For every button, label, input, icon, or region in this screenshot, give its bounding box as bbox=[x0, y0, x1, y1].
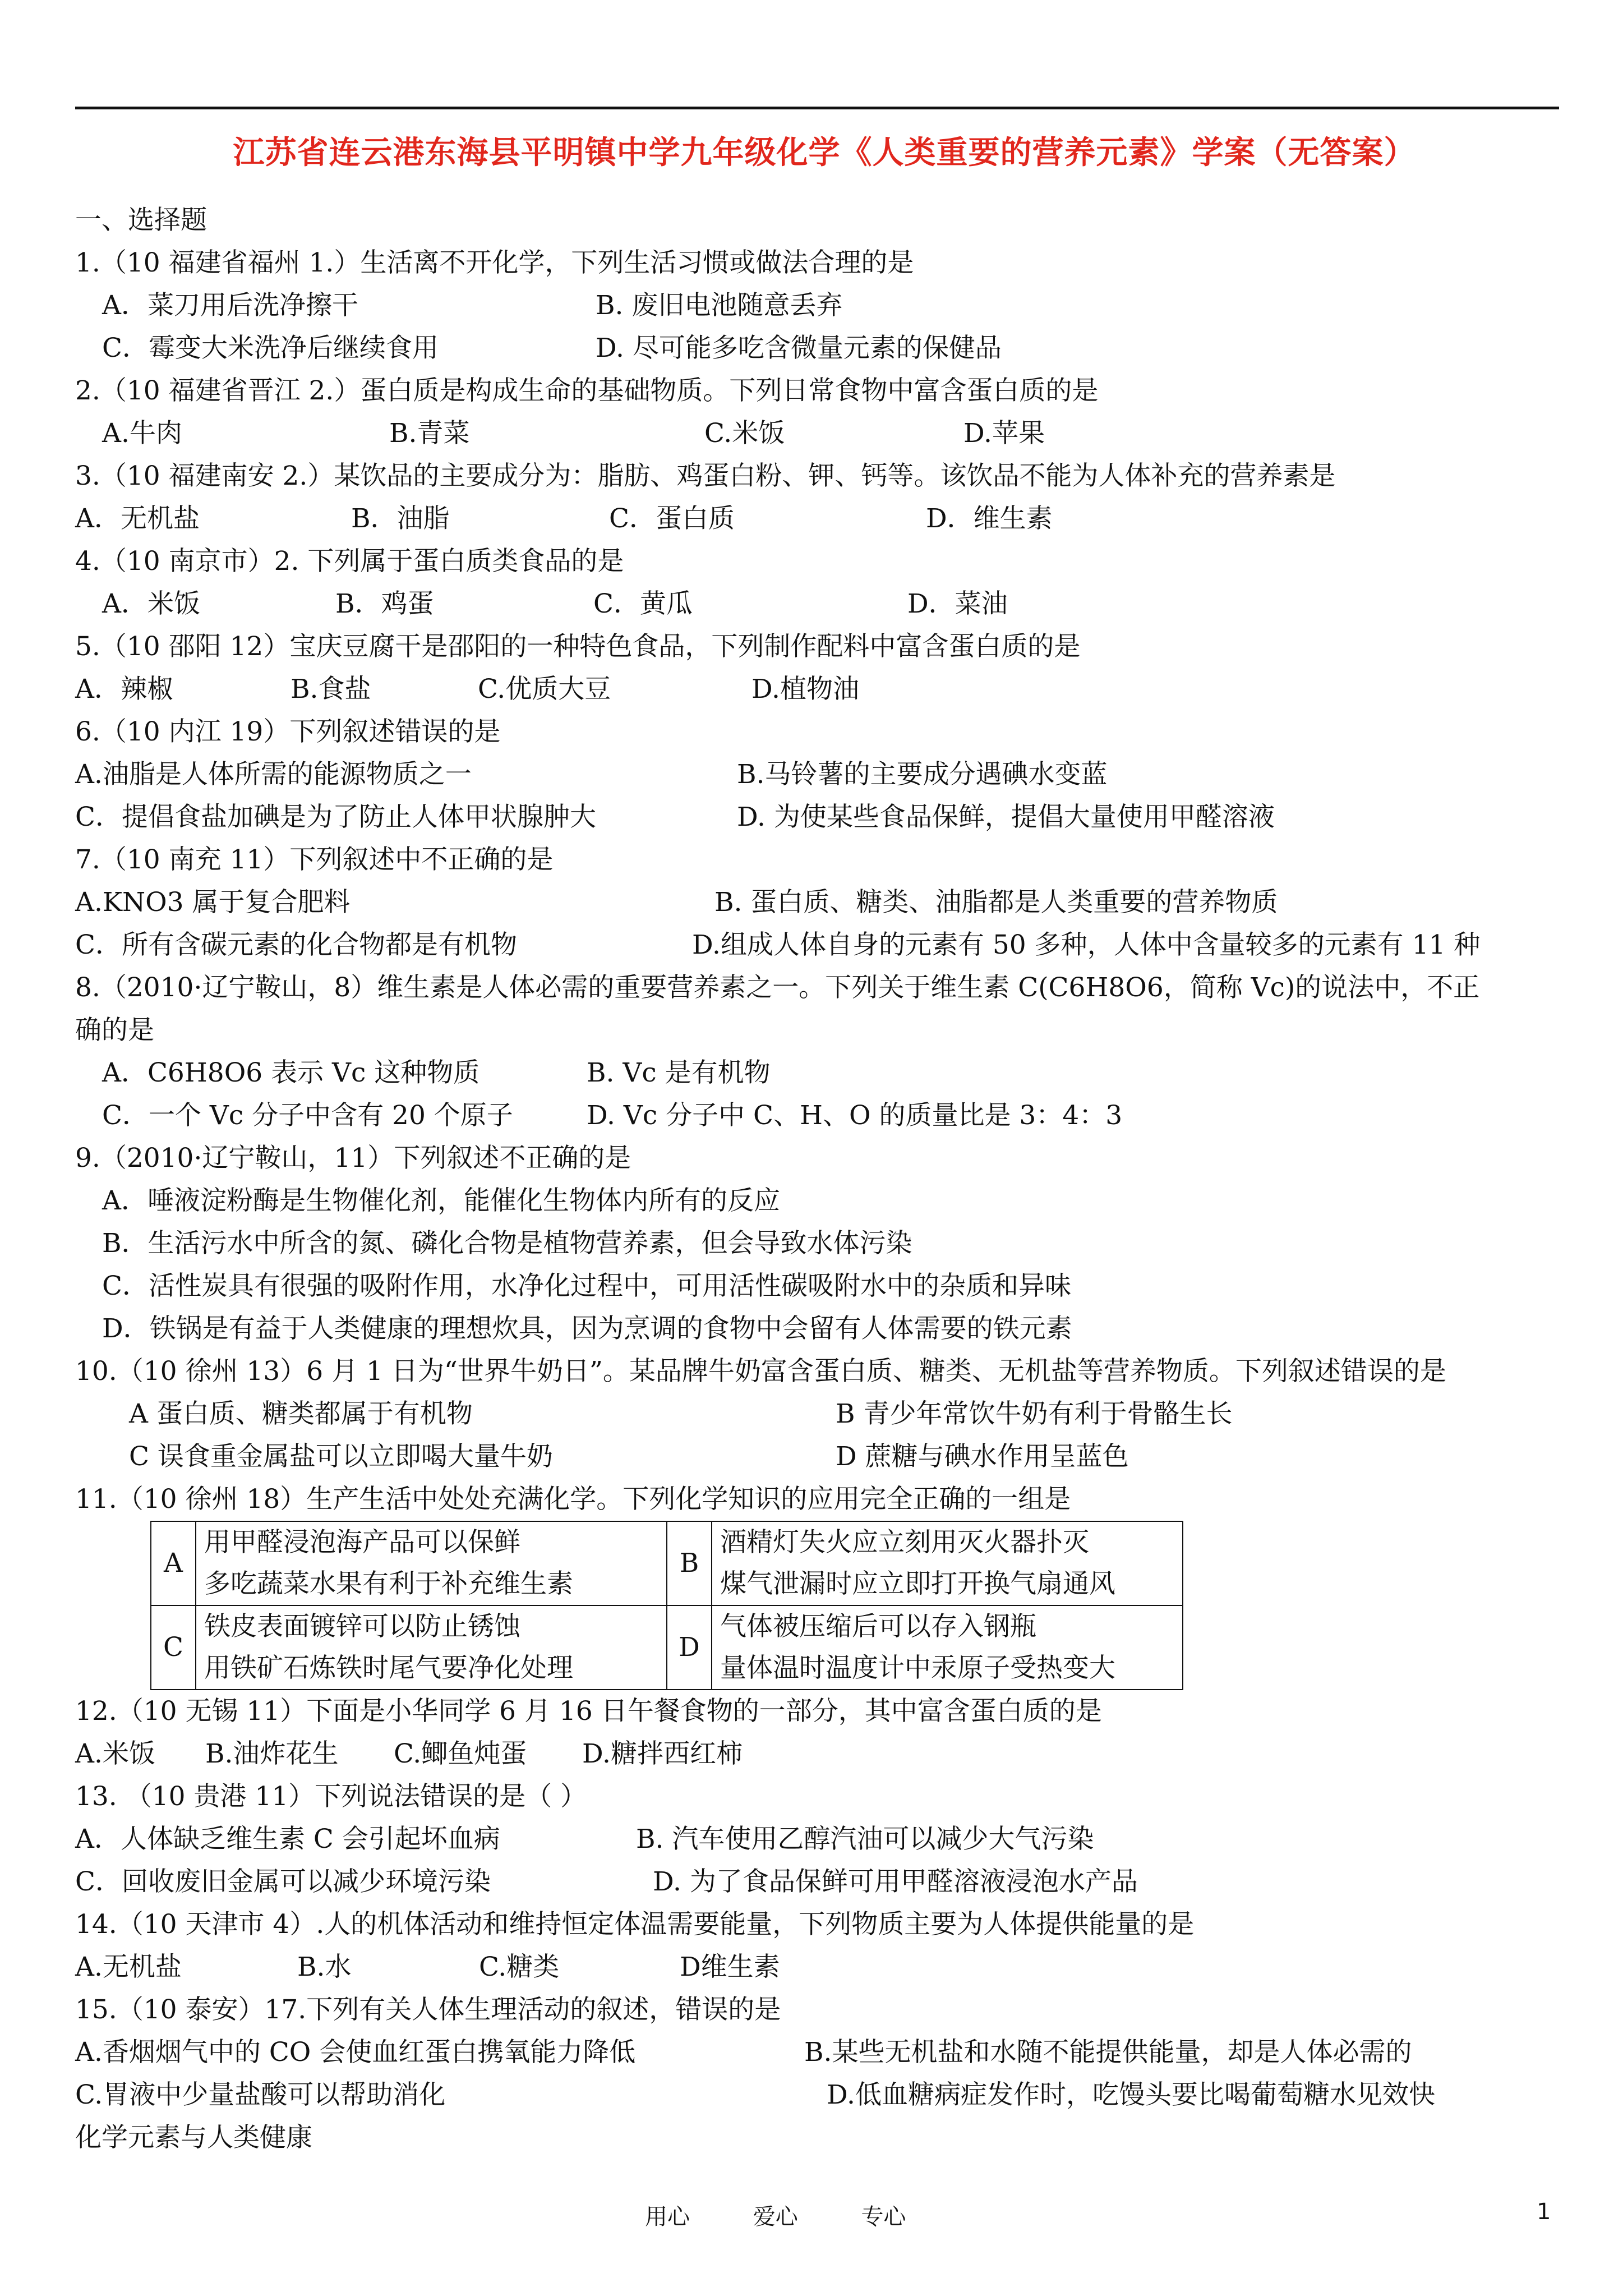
option-c: C.优质大豆 bbox=[478, 674, 611, 705]
question-7-options-row2 bbox=[75, 924, 1567, 967]
question-15-options-row1 bbox=[75, 2031, 1567, 2074]
option-a: A．米饭 bbox=[102, 588, 200, 619]
option-d: D.组成人体自身的元素有 50 多种，人体中含量较多的元素有 11 种 bbox=[692, 930, 1481, 960]
option-b: B．油脂 bbox=[351, 503, 450, 534]
question-1-options-row1 bbox=[75, 284, 1567, 327]
document-body bbox=[75, 199, 1567, 2159]
option-c: C．提倡食盐加碘是为了防止人体甲状腺肿大 bbox=[75, 802, 596, 832]
option-a: A 蛋白质、糖类都属于有机物 bbox=[129, 1398, 473, 1429]
option-a: A．无机盐 bbox=[75, 503, 200, 534]
option-d: D.植物油 bbox=[751, 674, 859, 705]
option-b: B. Vc 是有机物 bbox=[587, 1057, 771, 1088]
option-b: B.青菜 bbox=[389, 418, 470, 449]
question-11-stem: 11.（10 徐州 18）生产生活中处处充满化学。下列化学知识的应用完全正确的一组是 bbox=[75, 1484, 1071, 1515]
option-b: B 青少年常饮牛奶有利于骨骼生长 bbox=[836, 1398, 1233, 1429]
footer-motto-word: 用心 bbox=[645, 2204, 690, 2230]
option-d: D.糖拌西红柿 bbox=[582, 1738, 743, 1769]
question-10-stem: 10.（10 徐州 13）6 月 1 日为“世界牛奶日”。某品牌牛奶富含蛋白质、糖类、无机盐等营养物质。下列叙述错误的是 bbox=[75, 1356, 1446, 1387]
option-b: B．生活污水中所含的氮、磷化合物是植物营养素，但会导致水体污染 bbox=[102, 1228, 912, 1259]
option-a: A.KNO3 属于复合肥料 bbox=[75, 887, 351, 918]
cell-line: 用铁矿石炼铁时尾气要净化处理 bbox=[204, 1653, 573, 1683]
option-c: C.胃液中少量盐酸可以帮助消化 bbox=[75, 2079, 446, 2110]
table-cell bbox=[196, 1521, 667, 1605]
question-15-options-row2 bbox=[75, 2074, 1567, 2116]
question-15-stem: 15.（10 泰安）17.下列有关人体生理活动的叙述，错误的是 bbox=[75, 1994, 781, 2025]
option-c: C．回收废旧金属可以减少环境污染 bbox=[75, 1866, 491, 1897]
footer-motto-word: 专心 bbox=[861, 2204, 906, 2230]
question-1-stem: 1.（10 福建省福州 1.）生活离不开化学，下列生活习惯或做法合理的是 bbox=[75, 247, 914, 278]
option-b: B. 汽车使用乙醇汽油可以减少大气污染 bbox=[636, 1824, 1094, 1855]
option-c: C．霉变大米洗净后继续食用 bbox=[102, 333, 439, 364]
header-rule bbox=[75, 107, 1559, 109]
table-cell bbox=[712, 1521, 1183, 1605]
question-8-options-row1 bbox=[75, 1052, 1567, 1094]
question-12-stem: 12.（10 无锡 11）下面是小华同学 6 月 16 日午餐食物的一部分，其中富含蛋白质的是 bbox=[75, 1696, 1102, 1727]
cell-line: 酒精灯失火应立刻用灭火器扑灭 bbox=[720, 1527, 1089, 1558]
option-d: D. 为使某些食品保鲜，提倡大量使用甲醛溶液 bbox=[737, 802, 1275, 832]
question-5-options bbox=[75, 668, 1567, 711]
option-b: B.水 bbox=[297, 1952, 352, 1982]
option-a: A.无机盐 bbox=[75, 1952, 182, 1982]
question-2-options bbox=[75, 412, 1567, 455]
question-13-stem: 13. （10 贵港 11）下列说法错误的是（ ） bbox=[75, 1781, 587, 1812]
question-8-stem: 8.（2010·辽宁鞍山，8）维生素是人体必需的重要营养素之一。下列关于维生素 C(C6H8O6，简称 Vc)的说法中，不正 bbox=[75, 972, 1480, 1003]
option-c: C．黄瓜 bbox=[593, 588, 693, 619]
option-a: A．C6H8O6 表示 Vc 这种物质 bbox=[102, 1057, 480, 1088]
option-b: B．鸡蛋 bbox=[335, 588, 434, 619]
question-10-options-row2 bbox=[75, 1435, 1567, 1478]
option-b: B. 蛋白质、糖类、油脂都是人类重要的营养物质 bbox=[714, 887, 1278, 918]
table-row bbox=[151, 1521, 1183, 1605]
cell-line: 煤气泄漏时应立即打开换气扇通风 bbox=[720, 1568, 1115, 1599]
option-c: C.米饭 bbox=[704, 418, 785, 449]
question-8-options-row2 bbox=[75, 1094, 1567, 1137]
option-a: A.香烟烟气中的 CO 会使血红蛋白携氧能力降低 bbox=[75, 2037, 636, 2068]
question-5-stem: 5.（10 邵阳 12）宝庆豆腐干是邵阳的一种特色食品，下列制作配料中富含蛋白质的是 bbox=[75, 631, 1081, 662]
option-d: D. 为了食品保鲜可用甲醛溶液浸泡水产品 bbox=[653, 1866, 1138, 1897]
table-cell bbox=[712, 1605, 1183, 1690]
option-a: A．菜刀用后洗净擦干 bbox=[102, 290, 358, 321]
footer-motto bbox=[645, 2199, 962, 2231]
question-14-stem: 14.（10 天津市 4）.人的机体活动和维持恒定体温需要能量，下列物质主要为人体提供能量的是 bbox=[75, 1909, 1195, 1940]
option-c: C 误食重金属盐可以立即喝大量牛奶 bbox=[129, 1441, 553, 1472]
question-8-stem-continued: 确的是 bbox=[75, 1015, 154, 1046]
option-d: D．铁锅是有益于人类健康的理想炊具，因为烹调的食物中会留有人体需要的铁元素 bbox=[102, 1313, 1072, 1344]
option-c: C．蛋白质 bbox=[609, 503, 735, 534]
cell-line: 多吃蔬菜水果有利于补充维生素 bbox=[204, 1568, 573, 1599]
section-heading: 一、选择题 bbox=[75, 205, 207, 236]
question-14-options bbox=[75, 1946, 1567, 1989]
option-d: D 蔗糖与碘水作用呈蓝色 bbox=[836, 1441, 1129, 1472]
question-3-stem: 3.（10 福建南安 2.）某饮品的主要成分为：脂肪、鸡蛋白粉、钾、钙等。该饮品不能为人体补充的营养素是 bbox=[75, 461, 1336, 491]
question-7-stem: 7.（10 南充 11）下列叙述中不正确的是 bbox=[75, 844, 554, 875]
page-number: 1 bbox=[1537, 2199, 1551, 2225]
option-d: D. Vc 分子中 C、H、O 的质量比是 3：4：3 bbox=[587, 1100, 1123, 1131]
option-c: C．活性炭具有很强的吸附作用，水净化过程中，可用活性碳吸附水中的杂质和异味 bbox=[102, 1271, 1071, 1301]
question-7-options-row1 bbox=[75, 881, 1567, 924]
option-d: D．菜油 bbox=[907, 588, 1008, 619]
cell-line: 气体被压缩后可以存入钢瓶 bbox=[720, 1611, 1036, 1642]
option-b: B.油炸花生 bbox=[205, 1738, 339, 1769]
cell-line: 用甲醛浸泡海产品可以保鲜 bbox=[204, 1527, 520, 1558]
option-c: C．一个 Vc 分子中含有 20 个原子 bbox=[102, 1100, 513, 1131]
question-6-stem: 6.（10 内江 19）下列叙述错误的是 bbox=[75, 716, 501, 747]
option-b: B.某些无机盐和水随不能提供能量，却是人体必需的 bbox=[804, 2037, 1412, 2068]
question-4-options bbox=[75, 583, 1567, 625]
option-a: A．辣椒 bbox=[75, 674, 173, 705]
question-12-options bbox=[75, 1733, 1567, 1775]
option-d: D.低血糖病症发作时，吃馒头要比喝葡萄糖水见效快 bbox=[827, 2079, 1435, 2110]
option-a: A．唾液淀粉酶是生物催化剂，能催化生物体内所有的反应 bbox=[102, 1185, 780, 1216]
question-6-options-row2 bbox=[75, 796, 1567, 839]
footer-motto-word: 爱心 bbox=[753, 2204, 798, 2230]
option-letter: B bbox=[667, 1521, 712, 1605]
option-b: B.食盐 bbox=[291, 674, 371, 705]
document-title: 江苏省连云港东海县平明镇中学九年级化学《人类重要的营养元素》学案（无答案） bbox=[233, 135, 1416, 171]
option-c: C．所有含碳元素的化合物都是有机物 bbox=[75, 930, 517, 960]
cell-line: 量体温时温度计中汞原子受热变大 bbox=[720, 1653, 1115, 1683]
option-letter: D bbox=[667, 1605, 712, 1690]
option-a: A．人体缺乏维生素 C 会引起坏血病 bbox=[75, 1824, 500, 1855]
option-letter: A bbox=[151, 1521, 196, 1605]
question-13-options-row2 bbox=[75, 1861, 1567, 1903]
option-d: D. 尽可能多吃含微量元素的保健品 bbox=[596, 333, 1002, 364]
question-13-options-row1 bbox=[75, 1818, 1567, 1861]
option-d: D．维生素 bbox=[926, 503, 1053, 534]
option-b: B.马铃薯的主要成分遇碘水变蓝 bbox=[737, 759, 1108, 790]
option-d: D.苹果 bbox=[963, 418, 1045, 449]
question-3-options bbox=[75, 498, 1567, 540]
option-d: D维生素 bbox=[680, 1952, 780, 1982]
table-row bbox=[151, 1605, 1183, 1690]
option-b: B. 废旧电池随意丢弃 bbox=[596, 290, 843, 321]
question-4-stem: 4.（10 南京市）2. 下列属于蛋白质类食品的是 bbox=[75, 546, 624, 577]
table-cell bbox=[196, 1605, 667, 1690]
question-9-stem: 9.（2010·辽宁鞍山，11）下列叙述不正确的是 bbox=[75, 1143, 631, 1174]
option-c: C.鲫鱼炖蛋 bbox=[394, 1738, 527, 1769]
option-a: A.牛肉 bbox=[102, 418, 182, 449]
option-letter: C bbox=[151, 1605, 196, 1690]
question-11-table bbox=[150, 1521, 1183, 1690]
option-a: A.油脂是人体所需的能源物质之一 bbox=[75, 759, 472, 790]
section-tail: 化学元素与人类健康 bbox=[75, 2122, 312, 2153]
option-a: A.米饭 bbox=[75, 1738, 155, 1769]
question-6-options-row1 bbox=[75, 753, 1567, 796]
option-c: C.糖类 bbox=[479, 1952, 560, 1982]
question-2-stem: 2.（10 福建省晋江 2.）蛋白质是构成生命的基础物质。下列日常食物中富含蛋白质的是 bbox=[75, 375, 1099, 406]
cell-line: 铁皮表面镀锌可以防止锈蚀 bbox=[204, 1611, 520, 1642]
question-10-options-row1 bbox=[75, 1393, 1567, 1435]
question-1-options-row2 bbox=[75, 327, 1567, 370]
